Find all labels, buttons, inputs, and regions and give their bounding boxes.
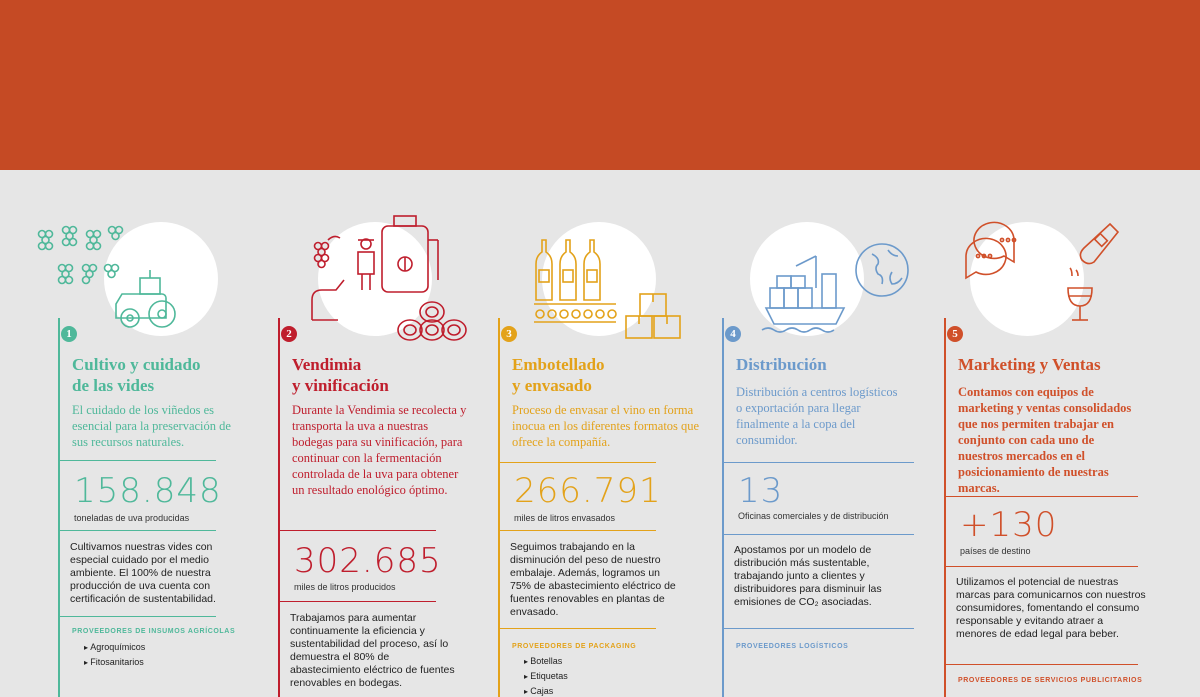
stage-body: Seguimos trabajando en la disminución del peso de nuestro embalaje. Además, logramos un 75% de abastecimiento eléctrico de fuentes renovables en plantas de envasado. xyxy=(510,541,676,618)
stage-title: Cultivo y cuidado de las vides xyxy=(72,355,201,395)
stat-unit: Oficinas comerciales y de distribución xyxy=(738,511,889,521)
list-item: ▸ Cajas xyxy=(524,684,568,697)
ship-globe-icon xyxy=(722,210,962,350)
divider xyxy=(722,628,914,629)
stage-description: Durante la Vendimia se recolecta y transporta la uva a nuestras bodegas para su vinificación, para continuar con la fermentación controlada de la uva para obtener un resultado enológico óptimo. xyxy=(292,403,467,497)
supplier-list xyxy=(524,654,568,697)
divider xyxy=(944,496,1138,497)
stat-unit: toneladas de uva producidas xyxy=(74,513,190,523)
stage-number: 3 xyxy=(501,326,517,342)
column-divider xyxy=(278,318,280,697)
stage-body: Apostamos por un modelo de distribución más sustentable, trabajando junto a clientes y distribuidores para disminuir las emisiones de CO₂ asociadas. xyxy=(734,544,882,608)
header-banner xyxy=(0,0,1200,170)
stat-value: 266.791 xyxy=(514,471,662,511)
stage-title: Marketing y Ventas xyxy=(958,355,1101,374)
stat-unit: miles de litros envasados xyxy=(514,513,616,523)
divider xyxy=(498,628,656,629)
list-item: ▸ Agroquímicos xyxy=(84,640,145,655)
divider xyxy=(278,601,436,602)
stage-body: Utilizamos el potencial de nuestras marcas para comunicarnos con nuestros consumidores, fomentando el consumo responsable y evitando atraer a menores de edad legal para beber. xyxy=(956,576,1146,640)
chat-wine-icon xyxy=(944,210,1184,350)
divider xyxy=(498,462,656,463)
divider xyxy=(58,460,216,461)
stage-distribucion xyxy=(722,170,922,697)
stat-unit: miles de litros producidos xyxy=(294,582,396,592)
stage-description: El cuidado de los viñedos es esencial para la preservación de sus recursos naturales. xyxy=(72,403,231,449)
list-item: ▸ Botellas xyxy=(524,654,568,669)
divider xyxy=(722,462,914,463)
grapes-tractor-icon xyxy=(18,210,258,350)
divider xyxy=(944,566,1138,567)
stage-description: Contamos con equipos de marketing y ventas consolidados que nos permiten trabajar en conjunto con cada uno de nuestros mercados en el posicionamiento de nuestras marcas. xyxy=(958,385,1132,495)
divider xyxy=(944,664,1138,665)
stat-value: 302.685 xyxy=(294,541,442,581)
supplier-label: PROVEEDORES DE INSUMOS AGRÍCOLAS xyxy=(72,628,236,635)
stage-body: Cultivamos nuestras vides con especial cuidado por el medio ambiente. El 100% de nuestra producción de uva cuenta con certificación de sustentabilidad. xyxy=(70,541,216,605)
divider xyxy=(278,530,436,531)
divider xyxy=(498,530,656,531)
supplier-label: PROVEEDORES LOGÍSTICOS xyxy=(736,643,849,650)
stat-value: 158.848 xyxy=(74,471,222,511)
stage-number: 2 xyxy=(281,326,297,342)
stat-value: +130 xyxy=(960,505,1058,545)
stage-body: Trabajamos para aumentar continuamente la eficiencia y sustentabilidad del proceso, así lo demuestra el 80% de abastecimiento eléctrico de fuentes renovables en bodegas. xyxy=(290,612,455,689)
list-item: ▸ Etiquetas xyxy=(524,669,568,684)
stage-embotellado xyxy=(498,170,698,697)
column-divider xyxy=(498,318,500,697)
supplier-label: PROVEEDORES DE PACKAGING xyxy=(512,643,637,650)
stage-title: Distribución xyxy=(736,355,827,374)
column-divider xyxy=(58,318,60,697)
stage-description: Distribución a centros logísticos o exportación para llegar finalmente a la copa del consumidor. xyxy=(736,385,898,447)
bottles-boxes-icon xyxy=(498,210,738,350)
list-item: ▸ Fitosanitarios xyxy=(84,655,145,670)
divider xyxy=(58,616,216,617)
column-divider xyxy=(944,318,946,697)
stage-marketing xyxy=(944,170,1144,697)
supplier-label: PROVEEDORES DE SERVICIOS PUBLICITARIOS xyxy=(958,677,1143,684)
stage-title: Vendimia y vinificación xyxy=(292,355,389,395)
stat-value: 13 xyxy=(738,471,784,511)
divider xyxy=(722,534,914,535)
supplier-list xyxy=(84,640,145,670)
column-divider xyxy=(722,318,724,697)
stage-number: 1 xyxy=(61,326,77,342)
divider xyxy=(58,530,216,531)
stage-title: Embotellado y envasado xyxy=(512,355,605,395)
stage-number: 4 xyxy=(725,326,741,342)
stage-description: Proceso de envasar el vino en forma inocua en los diferentes formatos que ofrece la compañía. xyxy=(512,403,700,449)
stage-vendimia xyxy=(278,170,478,697)
stage-number: 5 xyxy=(947,326,963,342)
stat-unit: países de destino xyxy=(960,546,1031,556)
stage-cultivo xyxy=(58,170,258,697)
harvest-tank-barrels-icon xyxy=(268,210,508,350)
